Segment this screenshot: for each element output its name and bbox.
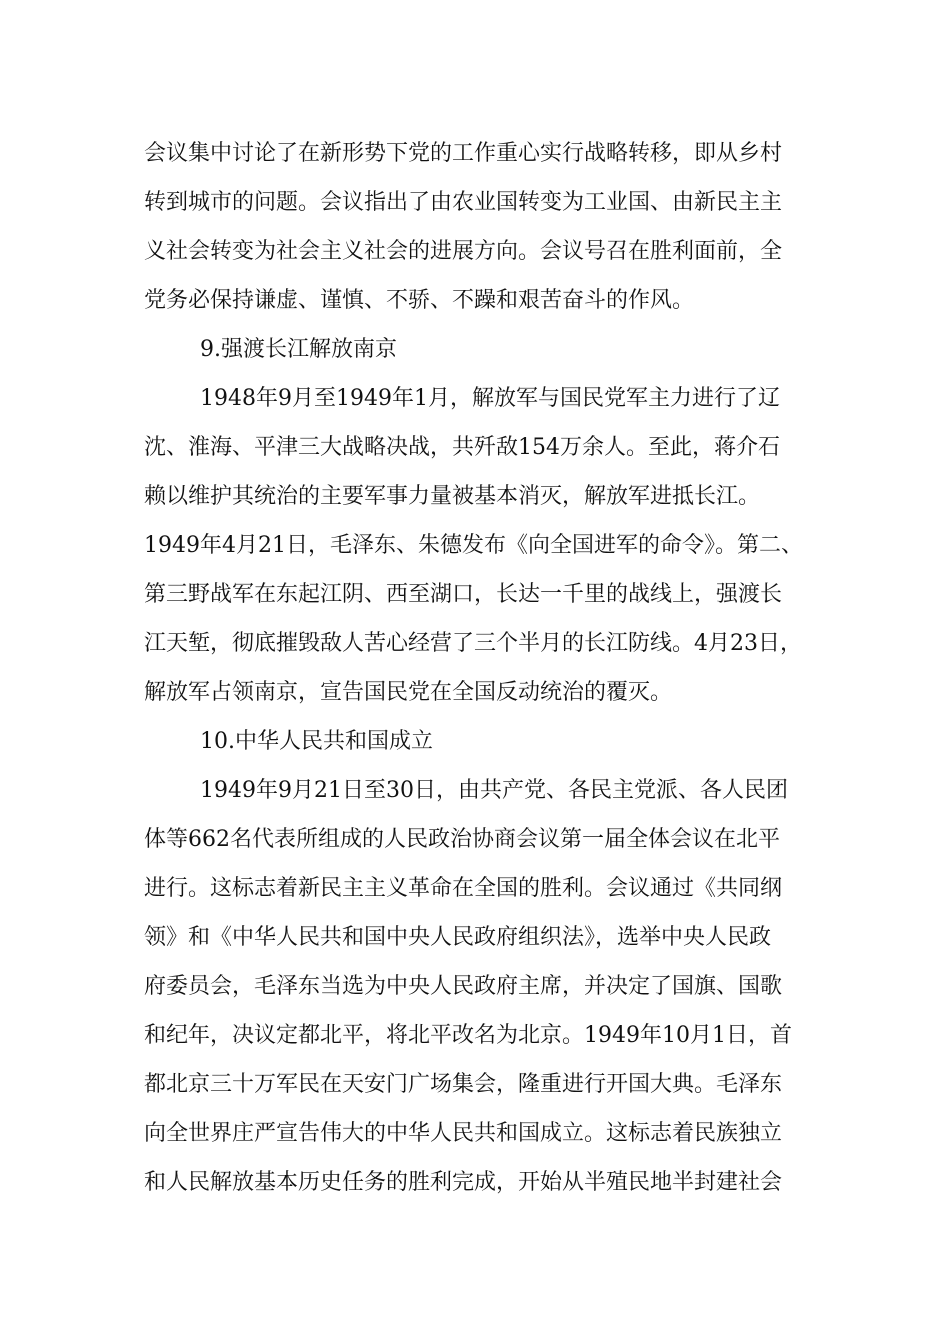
text-line: 1948年9月至1949年1月，解放军与国民党军主力进行了辽 xyxy=(200,386,780,411)
text-line: 赖以维护其统治的主要军事力量被基本消灭，解放军进抵长江。 xyxy=(144,484,761,509)
paragraph-prc-founding xyxy=(144,766,806,1207)
paragraph-crossing-yangtze xyxy=(144,374,806,717)
text-line: 沈、淮海、平津三大战略决战，共歼敌154万余人。至此，蒋介石 xyxy=(144,435,780,460)
text-line: 江天堑，彻底摧毁敌人苦心经营了三个半月的长江防线。4月23日， xyxy=(144,631,802,656)
text-line: 1949年4月21日，毛泽东、朱德发布《向全国进军的命令》。第二、 xyxy=(144,533,803,558)
text-line: 和纪年，决议定都北平，将北平改名为北京。1949年10月1日，首 xyxy=(144,1023,792,1048)
section-heading-10: 10.中华人民共和国成立 xyxy=(200,729,433,754)
text-line: 体等662名代表所组成的人民政治协商会议第一届全体会议在北平 xyxy=(144,827,780,852)
text-line: 转到城市的问题。会议指出了由农业国转变为工业国、由新民主主 xyxy=(144,190,783,215)
text-line: 都北京三十万军民在天安门广场集会，隆重进行开国大典。毛泽东 xyxy=(144,1072,783,1097)
text-line: 进行。这标志着新民主主义革命在全国的胜利。会议通过《共同纲 xyxy=(144,876,783,901)
text-line: 义社会转变为社会主义社会的进展方向。会议号召在胜利面前，全 xyxy=(144,239,783,264)
document-body xyxy=(144,129,806,1207)
text-line: 会议集中讨论了在新形势下党的工作重心实行战略转移，即从乡村 xyxy=(144,141,783,166)
section-heading-9: 9.强渡长江解放南京 xyxy=(200,337,397,362)
text-line: 第三野战军在东起江阴、西至湖口，长达一千里的战线上，强渡长 xyxy=(144,582,783,607)
text-line: 和人民解放基本历史任务的胜利完成，开始从半殖民地半封建社会 xyxy=(144,1170,783,1195)
text-line: 领》和《中华人民共和国中央人民政府组织法》，选举中央人民政 xyxy=(144,925,772,950)
text-line: 党务必保持谦虚、谨慎、不骄、不躁和艰苦奋斗的作风。 xyxy=(144,288,695,313)
text-line: 1949年9月21日至30日，由共产党、各民主党派、各人民团 xyxy=(200,778,788,803)
paragraph-party-work-shift xyxy=(144,129,806,325)
text-line: 解放军占领南京，宣告国民党在全国反动统治的覆灭。 xyxy=(144,680,673,705)
text-line: 向全世界庄严宣告伟大的中华人民共和国成立。这标志着民族独立 xyxy=(144,1121,783,1146)
text-line: 府委员会，毛泽东当选为中央人民政府主席，并决定了国旗、国歌 xyxy=(144,974,783,999)
